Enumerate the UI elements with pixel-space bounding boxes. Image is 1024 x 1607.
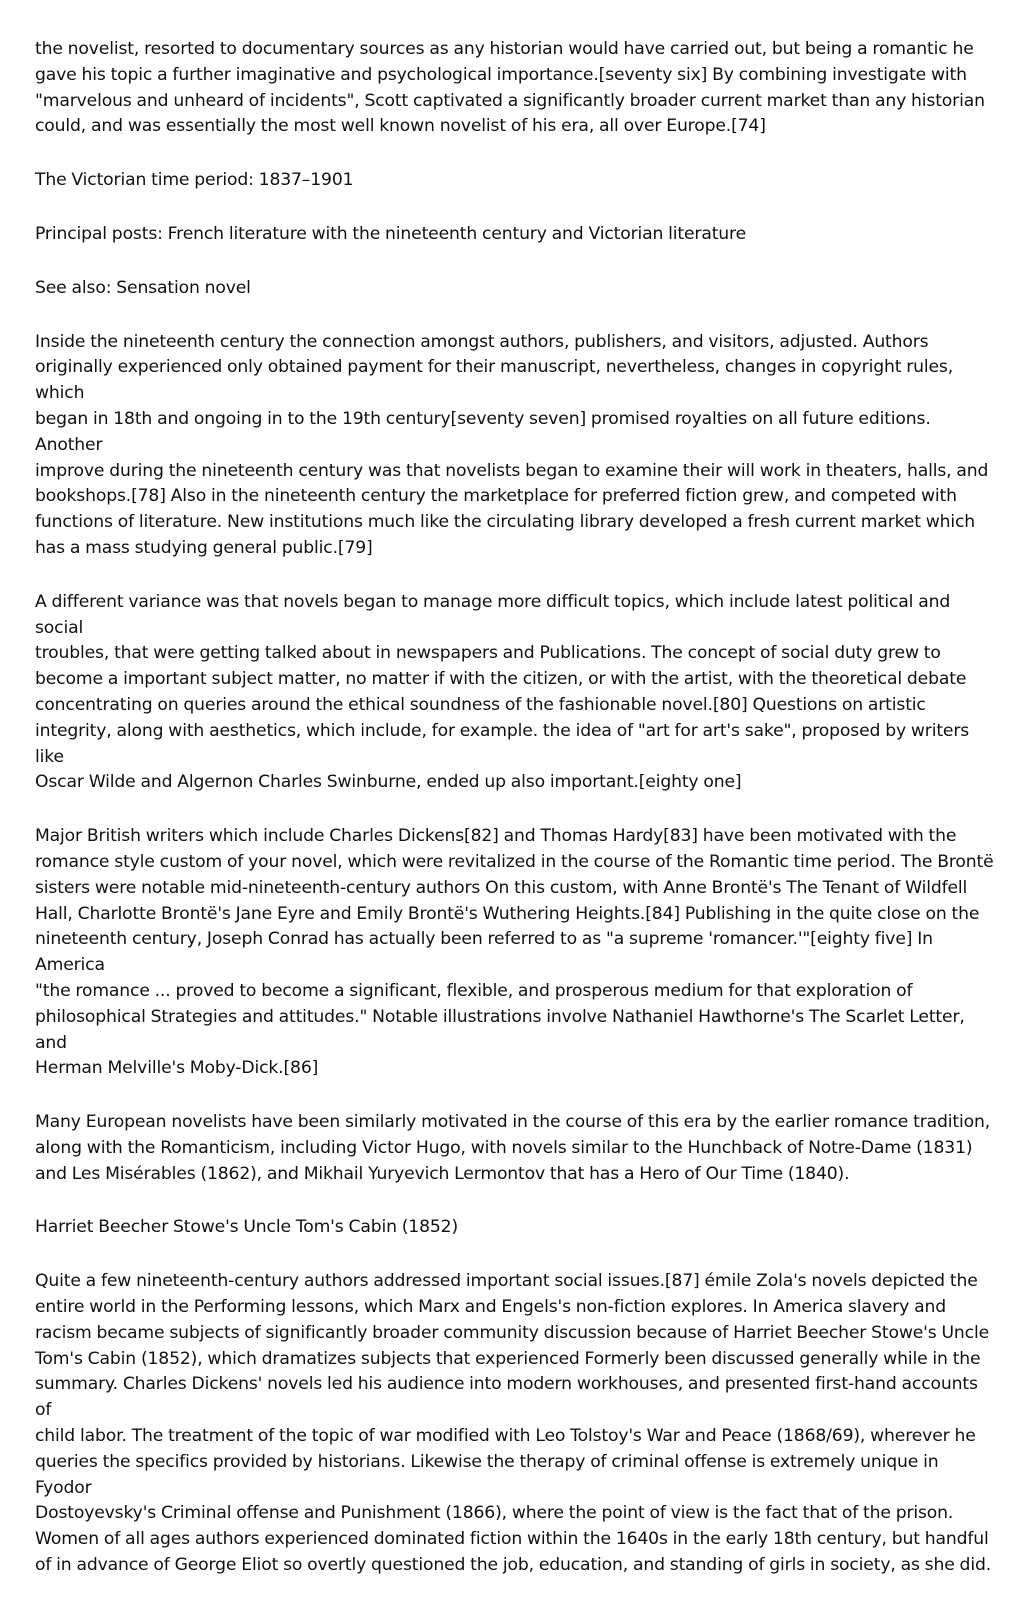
see-also-note: See also: Sensation novel bbox=[35, 277, 251, 298]
paragraph-european-novelists: Many European novelists have been similarly motivated in the course of this era by the earlier romance tradition, along with the Romanticism, including Victor Hugo, with novels similar to the Hunchback of Notre-Dame (1831) and Les Misérables (1862), and Mikhail Yuryevich Lermontov that has a Hero of Our Time (1840). bbox=[35, 1112, 991, 1184]
document-body bbox=[35, 37, 995, 1607]
paragraph-scott-continuation: the novelist, resorted to documentary sources as any historian would have carried out, but being a romantic he gave his topic a further imaginative and psychological importance.[seventy six] By combining investigate with "marvelous and unheard of incidents", Scott captivated a significantly broader current market than any historian could, and was essentially the most well known novelist of his era, all over Europe.[74] bbox=[35, 39, 985, 137]
paragraph-difficult-topics: A different variance was that novels began to manage more difficult topics, which include latest political and social troubles, that were getting talked about in newspapers and Publications. The concept of social duty grew to become a important subject matter, no matter if with the citizen, or with the artist, with the theoretical debate concentrating on queries around the ethical soundness of the fashionable novel.[80] Questions on artistic integrity, along with aesthetics, which include, for example. the idea of "art for art's sake", proposed by writers like Oscar Wilde and Algernon Charles Swinburne, ended up also important.[eighty one] bbox=[35, 591, 970, 793]
section-heading-victorian-period: The Victorian time period: 1837–1901 bbox=[35, 170, 354, 191]
paragraph-social-issues: Quite a few nineteenth-century authors addressed important social issues.[87] émile Zola's novels depicted the entire world in the Performing lessons, which Marx and Engels's non-fiction explores. In America slavery and racism became subjects of significantly broader community discussion because of Harriet Beecher Stowe's Uncle Tom's Cabin (1852), which dramatizes subjects that experienced Formerly been discussed generally while in the summary. Charles Dickens' novels led his audience into modern workhouses, and presented first-hand accounts of child labor. The treatment of the topic of war modified with Leo Tolstoy's War and Peace (1868/69), wherever he queries the specifics provided by historians. Likewise the therapy of criminal offense is extremely unique in Fyodor Dostoyevsky's Criminal offense and Punishment (1866), where the point of view is the fact that of the prison. Women of all ages authors experienced dominated fiction within the 1640s in the early 18th century, but handful of in advance of George Eliot so overtly questioned the job, education, and standing of girls in society, as she did. bbox=[35, 1271, 992, 1576]
paragraph-authors-publishers: Inside the nineteenth century the connection amongst authors, publishers, and visitors, adjusted. Authors originally experienced only obtained payment for their manuscript, nevertheless, changes in copyright rules, which began in 18th and ongoing in to the 19th century[seventy seven] promised royalties on all future editions. Another improve during the nineteenth century was that novelists began to examine their will work in theaters, halls, and bookshops.[78] Also in the nineteenth century the marketplace for preferred fiction grew, and competed with functions of literature. New institutions much like the circulating library developed a fresh current market which has a mass studying general public.[79] bbox=[35, 331, 989, 558]
principal-posts-note: Principal posts: French literature with the nineteenth century and Victorian literature bbox=[35, 223, 747, 244]
caption-uncle-toms-cabin: Harriet Beecher Stowe's Uncle Tom's Cabin (1852) bbox=[35, 1217, 459, 1238]
paragraph-british-writers: Major British writers which include Charles Dickens[82] and Thomas Hardy[83] have been motivated with the romance style custom of your novel, which were revitalized in the course of the Romantic time period. The Brontë sisters were notable mid-nineteenth-century authors On this custom, with Anne Brontë's The Tenant of Wildfell Hall, Charlotte Brontë's Jane Eyre and Emily Brontë's Wuthering Heights.[84] Publishing in the quite close on the nineteenth century, Joseph Conrad has actually been referred to as "a supreme 'romancer.'"[eighty five] In America "the romance ... proved to become a significant, flexible, and prosperous medium for that exploration of philosophical Strategies and attitudes." Notable illustrations involve Nathaniel Hawthorne's The Scarlet Letter, and Herman Melville's Moby-Dick.[86] bbox=[35, 826, 994, 1079]
